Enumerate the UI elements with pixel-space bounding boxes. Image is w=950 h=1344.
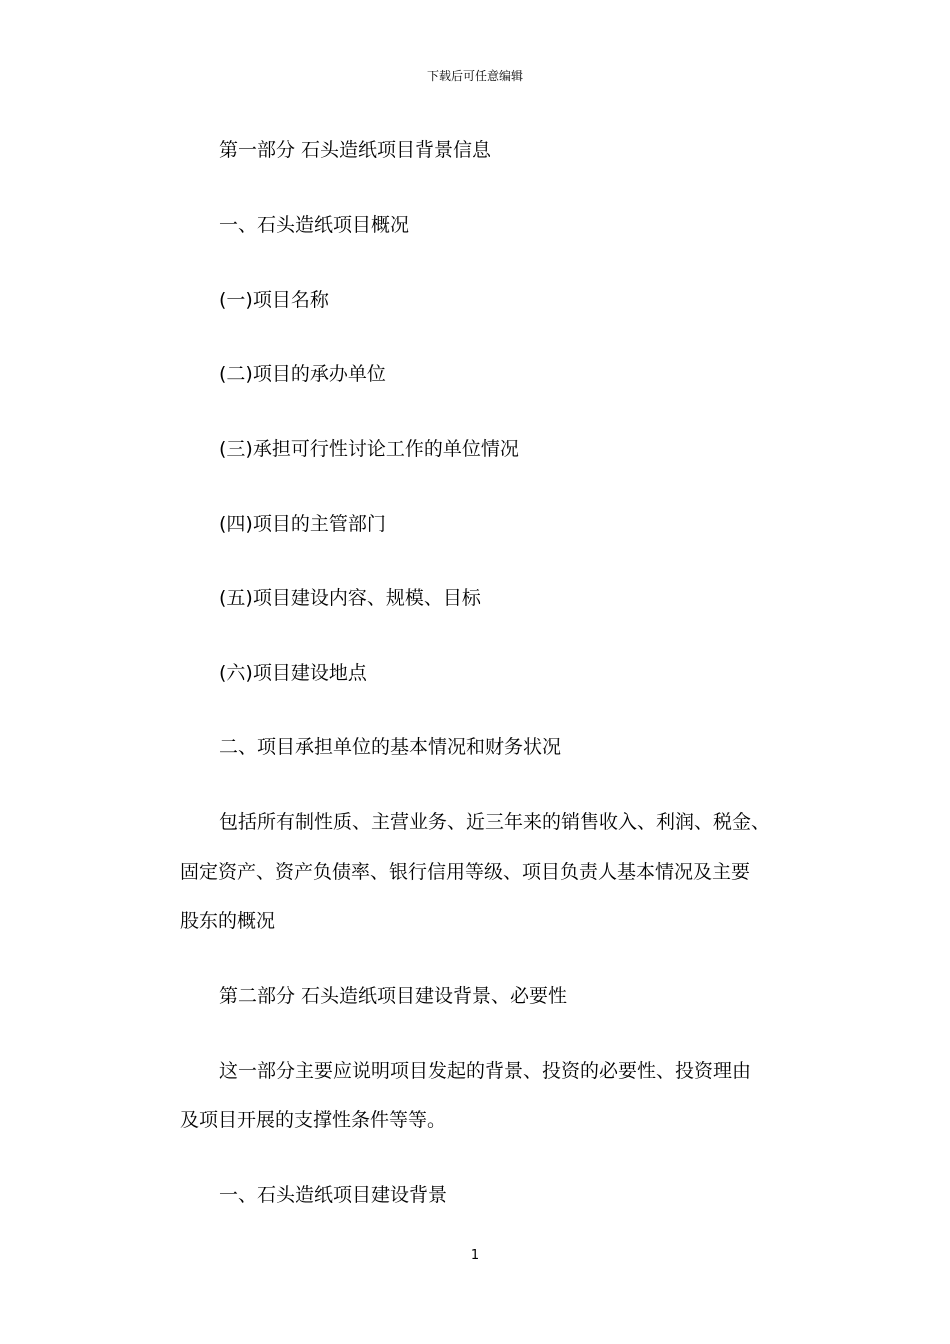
paragraph-line: 固定资产、资产负债率、银行信用等级、项目负责人基本情况及主要 [180,861,751,883]
page-header: 下载后可任意编辑 [426,69,523,83]
list-item: (三)承担可行性讨论工作的单位情况 [219,438,519,460]
list-item: (一)项目名称 [219,289,329,311]
list-item: (四)项目的主管部门 [219,513,386,535]
paragraph-line: 股东的概况 [180,910,276,932]
page-number: 1 [470,1248,480,1263]
part-title: 第二部分 石头造纸项目建设背景、必要性 [219,985,568,1007]
paragraph-line: 及项目开展的支撑性条件等等。 [180,1109,447,1131]
list-item: (五)项目建设内容、规模、目标 [219,587,481,609]
paragraph-line: 包括所有制性质、主营业务、近三年来的销售收入、利润、税金、 [219,811,771,833]
part-title: 第一部分 石头造纸项目背景信息 [219,139,492,161]
list-item: (二)项目的承办单位 [219,363,386,385]
list-item: (六)项目建设地点 [219,662,367,684]
section-heading: 一、石头造纸项目概况 [219,214,410,236]
paragraph-line: 这一部分主要应说明项目发起的背景、投资的必要性、投资理由 [219,1060,752,1082]
section-heading: 一、石头造纸项目建设背景 [219,1184,448,1206]
section-heading: 二、项目承担单位的基本情况和财务状况 [219,736,562,758]
